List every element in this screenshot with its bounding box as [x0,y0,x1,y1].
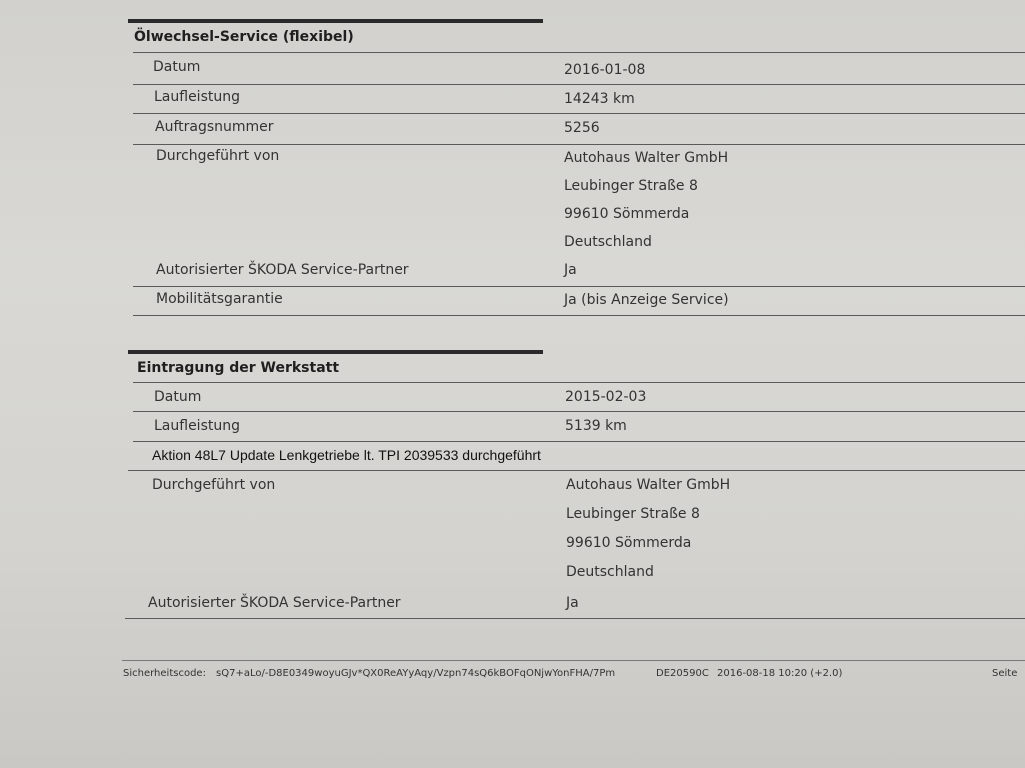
campaign-note: Aktion 48L7 Update Lenkgetriebe lt. TPI 2039533 durchgeführt [152,447,541,463]
address-city: 99610 Sömmerda [564,206,690,222]
security-code: sQ7+aLo/-D8E0349woyuGJv*QX0ReAYyAqy/Vzpn74sQ6kBOFqONjwYonFHA/7Pm [216,668,616,679]
row-value-auftragsnummer: 5256 [564,120,600,136]
row-value-laufleistung: 14243 km [564,91,635,107]
divider [133,382,1025,383]
divider [133,52,1025,53]
row-label-mobilitaetsgarantie: Mobilitätsgarantie [156,291,283,307]
security-label: Sicherheitscode: [123,668,206,679]
divider [133,144,1025,145]
divider [133,84,1025,85]
row-value-service-partner: Ja [566,595,579,611]
address-company: Autohaus Walter GmbH [564,150,729,166]
divider [133,286,1025,287]
divider [133,315,1025,316]
section-title-bar [128,19,543,23]
row-label-durchgefuehrt-von: Durchgeführt von [156,148,280,164]
row-label-service-partner: Autorisierter ŠKODA Service-Partner [156,262,409,278]
address-company: Autohaus Walter GmbH [566,477,731,493]
row-label-datum: Datum [154,389,202,405]
section-title-bar [128,350,543,354]
row-label-datum: Datum [153,59,201,75]
address-country: Deutschland [564,234,652,250]
section-title: Ölwechsel-Service (flexibel) [134,29,354,45]
row-label-laufleistung: Laufleistung [154,89,240,105]
page-label: Seite [992,668,1018,679]
row-value-datum: 2015-02-03 [565,389,647,405]
row-value-laufleistung: 5139 km [565,418,627,434]
row-label-service-partner: Autorisierter ŠKODA Service-Partner [148,595,401,611]
divider [125,618,1025,619]
row-value-service-partner: Ja [564,262,577,278]
row-value-mobilitaetsgarantie: Ja (bis Anzeige Service) [564,292,729,308]
row-value-datum: 2016-01-08 [564,62,646,78]
divider [133,411,1025,412]
section-title: Eintragung der Werkstatt [137,360,340,376]
timestamp: 2016-08-18 10:20 (+2.0) [717,668,843,679]
row-label-durchgefuehrt-von: Durchgeführt von [152,477,276,493]
row-label-laufleistung: Laufleistung [154,418,240,434]
row-label-auftragsnummer: Auftragsnummer [155,119,274,135]
document-id: DE20590C [656,668,709,679]
divider [128,470,1025,471]
address-street: Leubinger Straße 8 [564,178,698,194]
address-country: Deutschland [566,564,654,580]
footer-divider [122,660,1025,661]
divider [133,441,1025,442]
address-city: 99610 Sömmerda [566,535,692,551]
address-street: Leubinger Straße 8 [566,506,700,522]
divider [133,113,1025,114]
